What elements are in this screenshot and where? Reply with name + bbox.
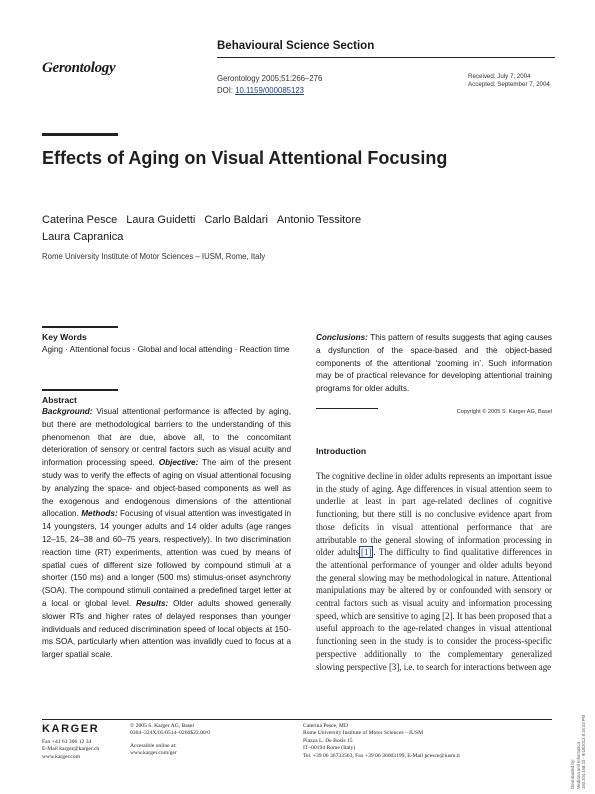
publisher-contact <box>42 739 99 761</box>
conclusions-text: This pattern of results suggests that aging causes a dysfunction of the space-based and the object-based components of the attentional ‘zooming in’. Such information may be of practical relevance for developing attentional training programs for older adults. <box>316 333 552 394</box>
publisher-web: www.karger.com <box>42 753 81 760</box>
conclusions-label: Conclusions: <box>316 333 368 342</box>
methods-text: Focusing of visual attention was investigated in 14 youngsters, 14 younger adults and 14 older adults (age ranges 12–15, 24–38 and 60–75 years, respectively). In two discrimination reaction time (RT) experiments, attention was cued by means of spatial cues of different size followed by compound stimuli at a shorter (150 ms) and a longer (500 ms) stimulus-onset asynchrony (SOA). The compound stimuli contained a predefined target letter at a local or global level. <box>42 509 291 608</box>
doi-link[interactable]: 10.1159/000085123 <box>235 86 305 95</box>
abstract-continued <box>316 332 552 396</box>
abstract-body <box>42 406 291 662</box>
author-list <box>42 212 462 246</box>
keywords-rule <box>42 326 118 328</box>
access-label: Accessible online at: <box>130 743 177 749</box>
results-label: Results: <box>135 598 169 608</box>
received-date: Received: July 7, 2004 <box>468 73 531 80</box>
keywords-text: Aging · Attentional focus · Global and local attending · Reaction time <box>42 345 290 354</box>
author: Laura Capranica <box>42 231 124 243</box>
author: Laura Guidetti <box>126 214 196 226</box>
reference-link[interactable]: [1] <box>361 547 372 558</box>
download-line-3: 193.204.168.23 - 9/18/2013 8:16:43 PM <box>581 714 587 789</box>
keywords-heading: Key Words <box>42 332 87 342</box>
abstract-heading: Abstract <box>42 395 77 405</box>
footer-rule <box>42 719 552 720</box>
results-text: Older adults showed generally slower RTs and higher rates of delayed responses than younger individuals and reduced discrimination speed of local objects at 150-ms SOA, particularly when attention was invalidly cued to focus at a larger spatial scale. <box>42 598 291 660</box>
intro-heading: Introduction <box>316 446 367 456</box>
author: Antonio Tessitore <box>276 214 362 226</box>
download-line-1: Downloaded by: <box>570 758 575 789</box>
affiliation: Rome University Institute of Motor Sciences – IUSM, Rome, Italy <box>42 252 266 261</box>
intro-paragraph-1: The cognitive decline in older adults represents an important issue in the study of aging. Age differences in visual attention seem to underlie at least in part age-related declines of cognitive functioning, but there still is no conclusive evidence apart from those deficits in visual attentional performance that are attributable to the general slowing of information processing in older adults <box>316 471 552 558</box>
copyright: Copyright © 2005 S. Karger AG, Basel <box>456 409 552 415</box>
background-label: Background: <box>42 407 93 416</box>
header-rule <box>217 57 555 58</box>
doi-label: DOI: <box>217 86 234 95</box>
intro-body <box>316 470 552 673</box>
corr-institution: Rome University Institute of Motor Sciences – IUSM <box>303 730 424 737</box>
publisher-fax: Fax +41 61 306 12 34 <box>42 739 92 745</box>
issn-line: 0304–324X/05/0514–0266$22.00/0 <box>130 730 211 737</box>
author: Caterina Pesce <box>42 214 118 226</box>
correspondence-address <box>303 723 460 760</box>
journal-logo: Gerontology <box>42 60 116 76</box>
corr-street: Piazza L. De Bosis 15 <box>303 737 353 744</box>
intro-paragraph-2: . The difficulty to find qualitative differences in the attentional performance of younger and older adults beyond the general slowing may be methodological in nature. Attentional manipulations may be altered by or confounded with sensory or central factors such as visual acuity and information processing speed, which are sensitive to aging [2]. It has been proposed that a useful approach to the age-related changes in visual attentional functioning seen in the study is to consider the process-specific perspective additionally to the complementary generalized slowing perspective [3], i.e. to search for interactions between age <box>316 547 553 672</box>
article-dates <box>468 73 550 89</box>
online-access <box>130 743 177 758</box>
abstract-rule <box>42 389 118 391</box>
corr-name: Caterina Pesce, MD <box>303 723 348 729</box>
publisher-email: E-Mail karger@karger.ch <box>42 746 100 753</box>
objective-label: Objective: <box>158 458 199 468</box>
access-url: www.karger.com/ger <box>130 750 177 757</box>
methods-label: Methods: <box>81 509 118 519</box>
publisher-logo: KARGER <box>42 723 100 735</box>
copyright-line: © 2005 S. Karger AG, Basel <box>130 723 194 729</box>
title-rule <box>42 133 118 136</box>
accepted-date: Accepted: September 7, 2004 <box>468 81 550 88</box>
section-title: Behavioural Science Section <box>217 40 375 52</box>
article-title: Effects of Aging on Visual Attentional Focusing <box>42 148 448 168</box>
corr-city: IT–00194 Rome (Italy) <box>303 745 356 752</box>
download-line-2: Medicina und Informatica <box>575 742 581 789</box>
objective-text: The aim of the present study was to verify the effects of aging on visual attentional focusing by analyzing the space- and object-based components as well as the exogenous and endogenous dimensions of the attentional allocation. <box>42 458 291 519</box>
doi-line <box>217 85 322 97</box>
publisher-copyright <box>130 723 210 738</box>
background-text: Visual attentional performance is affected by aging, but there are methodological barriers to the understanding of this phenomenon that are due, above all, to the concomitant deterioration of sensory or central factors such as visual acuity and information processing speed. <box>42 407 291 468</box>
corr-contact: Tel. +39 06 36733563, Fax +39 06 36003199, E-Mail pcesce@iusm.it <box>303 752 460 759</box>
author: Carlo Baldari <box>204 214 268 226</box>
download-note <box>570 715 587 789</box>
citation <box>217 73 322 97</box>
citation-text: Gerontology 2005;51:266–276 <box>217 74 323 83</box>
